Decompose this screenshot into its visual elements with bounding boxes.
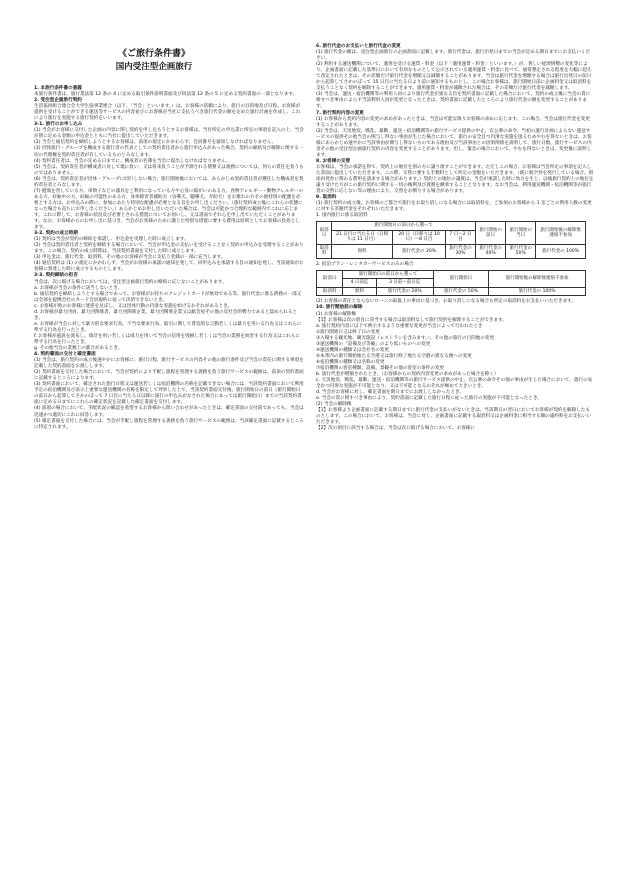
table-cell: 旅行開始日の前日から遡って	[343, 270, 433, 279]
paragraph: (2) 当会は契約責任者と契約を締結する場合において、当会が申込金の支払いを受けることなく契約の申込みを受理することがあります。この場合、契約の成立時期は、当該契約書面を交付した時に成立します。	[34, 243, 304, 255]
table-cell: 旅行開始の当日	[506, 222, 536, 245]
paragraph: 生活協同組合連合会大学生協事業連合（以下、「当会」といいます。）は、お客様の依頼により、旅行の目的地及び日程、お客様が提供を受けることができる運送等サービスの内容並びにお客様が当社に支払うべき旅行代金の額を定めた旅行計画を作成し、これにより旅行を実施する旅行契約をいいます。	[34, 104, 301, 122]
paragraph: (4) 前項の場合において、手配状況の確認を希望するお客様から問い合わせがあったときは、確定書面の交付前であっても、当会は迅速かつ適切にこれに回答します。	[34, 406, 304, 418]
table-cell: 取消日	[317, 270, 343, 287]
right-column-lower	[316, 299, 594, 432]
paragraph: g. その他当会の業務上の都合があるとき。	[34, 346, 123, 352]
paragraph: a. 旅行契約内容に以下で例示するような重要な変更が当会によって行われたとき	[316, 323, 483, 329]
paragraph: (2) お客様の責任とならないローンの取扱上の事由に基づき、お取り消しになる場合も所定の取消料をお支払いいただきます。	[316, 299, 576, 305]
table-cell: 無料	[343, 287, 376, 296]
section-heading: 7. 旅行契約内容の変更	[316, 110, 364, 116]
table-cell: 旅行代金の 100%	[536, 244, 586, 258]
section-heading: 8. お客様の交替	[316, 158, 351, 164]
paragraph: (2) 当会の解除権	[316, 402, 352, 408]
paragraph: 【1】お客様は次の項目に該当する場合は取消料なしで旅行契約を解除することができます。	[316, 317, 507, 323]
paragraph: (1) お客様から契約内容の変更の求めがあったときは、当会は可能な限りお客様の求めに応じます。この場合、当会は旅行代金を変更することがあります。	[316, 116, 590, 128]
table-cell: 旅行開始日の前日から遡って	[332, 222, 476, 231]
paragraph: d. 当会がお客様に対し、確定書面を期日までにお渡ししなかったとき。	[316, 390, 465, 396]
paragraph: (2) 契約書面を交付した場合において、当会が契約により手配し旅程を管理する義務を負う旅行サービスの範囲は、前項の契約書面に記載するところによります。	[34, 370, 304, 382]
table-cell: 旅行開始日	[433, 270, 488, 287]
table-cell: 取消料	[317, 287, 343, 296]
paragraph: a. お客様が当会の条件に該当しないとき。	[34, 285, 123, 291]
paragraph: (3) 申込金は、旅行代金、取消料、その他のお客様が当会に支払う金銭の一部に充当します。	[34, 255, 226, 261]
paragraph: 【1】お客様より企画書面に記載する期日までに旅行代金の支払いがないときは、当該期日の翌日においてお客様が契約を解除したものとします。この場合において、お客様は、当会に対し、企画書面に記載する取消料又は企画料金に相当する額の違約料をお支払いいただきます。	[316, 408, 592, 426]
paragraph: ②入場する観光地、観光施設（レストランを含みます。）、その他の旅行の目的地の変更	[316, 335, 495, 341]
paragraph: (4) 契約責任者は、当会の定める日までに、構成者の名簿を当会に提出しなければなりません。	[34, 158, 231, 164]
table-cell: 旅行代金の 100%	[489, 287, 586, 296]
paragraph: (5) 当会は、契約責任者が構成者に対して現に負い、又は将来負うことが予測される債務又は義務については、何らの責任を負うものではありません。	[34, 164, 304, 176]
lodging-rental-fee-table	[316, 270, 586, 297]
paragraph: (3) 団体旅行・グループを構成する旅行者の代表としての契約責任者から旅行申込みがあった場合、契約の締結及び解除に関する一切の代理権を契約責任者が有しているものとみなします。	[34, 146, 304, 158]
paragraph: (3) 契約書面において、確定された旅行日程又は運送若しくは宿泊機関の名称を記載できない場合には、当該契約書面において利用予定の宿泊機関及び表示上重要な運送機関の名称を限定して列挙した上で、当該契約書面交付後、旅行開始日の前日（旅行開始日の前日から起算してさかのぼって 7 日目に当たる日以降に旅行の申込みがなされた場合にあっては旅行開始日）までの当該契約書面に定める日までにこれらの確定状況を記載した確定書面を交付します。	[34, 382, 304, 406]
paragraph: ③運送機関の「設備及び等級」のより低いものへの変更	[316, 341, 431, 347]
paragraph: (7) 健康を害している方、車椅子などの器具をご利用になっている方や心身に障がいのある方、食物アレルギー・動物アレルギーのある方、妊娠中の方、妊娠の可能性のある方、身体障害者補助犬（盲導犬、聴導犬、介助犬）をお連れの方その他特別の配慮を必要とする方は、お申込みの際に、参加にあたり特別な配慮が必要となる旨をお申し出ください。（旅行契約成立後にこれらの状態になった場合も直ちにお申し出ください。）あらかじめお申し出いただいた場合は、当会は可能かつ合理的な範囲内でこれに応じます。これに際して、お客様の状況及び必要とされる措置についてお伺いし、又は書面でそれらを申し出ていただくことがあります。なお、お客様からのお申し出に基づき、当会がお客様のために講じた特別な措置に要する費用は原則としてお客様の負担とします。	[34, 188, 304, 231]
table-cell: 旅行代金の 40%	[476, 244, 506, 258]
paragraph: ⑥宿泊機関の種類又は名称の変更	[316, 359, 385, 365]
table-cell: 旅行開始後の解除無連絡不参加	[536, 222, 586, 245]
paragraph: (2) 利用する運送機関について、適用を受ける運賃・料金（以下「適用運賃・料金」といいます。）が、著しい経済情勢の変化等により、企画書面に記載した基準日において有効なものとして公示されている適用運賃・料金に比べて、通常想定される程度を大幅に超えて改定されたときは、その差額だけ旅行代金を増額又は減額することがあります。当会は旅行代金を増額する場合は旅行出発日の前日から起算してさかのぼって 15 日目に当たる日より前に通知するものとし、この場合お客様は、旅行開始日前に企画料金又は取消料を支払うことなく契約を解除することができます。適用運賃・料金が減額された場合は、その差額だけ旅行代金を減額します。	[316, 62, 592, 92]
section-heading: 6. 旅行代金のお支払いと旅行代金の変更	[316, 44, 401, 49]
document-subtitle: 国内受注型企画旅行	[115, 62, 193, 72]
paragraph: (1) 旅行代金の額は、受注型企画旅行の企画書面に記載します。旅行代金は、旅行出発日までの当会が定める期日までにお支払いください。	[316, 50, 591, 62]
table-cell: 21 日目に当たる日（日帰りは 11 日目）	[332, 230, 393, 244]
paragraph: (2) 当会と通信契約を締結しようとするお客様は、前項の規定にかかわらず、会員番号を通知しなければなりません。	[34, 140, 277, 146]
right-column-upper	[316, 44, 594, 219]
table-cell: 7 日～2 日目	[445, 230, 475, 244]
paragraph: 1. 国内旅行に係る取消料	[316, 213, 368, 219]
paragraph: d. お客様が暴力団員、暴力団関係者、暴力団関係企業、暴力団関係企業又は総会屋その他の反社会的勢力であると認められるとき。	[34, 309, 298, 321]
paragraph: (1) 当会がお客様に交付した企画の内容に関し契約を申し込もうとするお客様は、当社所定の申込書に所定の事項を記入の上、当会が別に定める金額の申込金とともに当社に提出していただきます。	[34, 128, 304, 140]
paragraph: c. 天災地変、戦乱、暴動、運送・宿泊機関等の旅行サービス提供の中止、官公署の命令その他の事由が生じた場合において、旅行の安全かつ円滑な実施が不可能となり、又は不可能となるおそれが極めて大きいとき。	[316, 378, 593, 390]
paragraph: (4) 通信契約は (1) の規定にかかわらず、当会がお客様の承諾の通知を発して、同申込みを承諾する旨の通知を発し、当該通知がお客様に到達した時に成立するものとします。	[34, 261, 304, 273]
right-column	[316, 44, 594, 432]
left-column	[34, 86, 304, 431]
table-cell: 旅行代金の 30%	[445, 244, 475, 258]
table-cell: 無料	[332, 244, 393, 258]
paragraph: (5) 確定書面を交付した場合には、当会が手配し旅程を管理する義務を負う旅行サービスの範囲は、当該確定書面に記載するところに特定されます。	[34, 418, 304, 430]
table-cell: 取消日	[317, 222, 332, 245]
section-heading: 9. 取消料	[316, 195, 337, 201]
paragraph: ⑦宿泊機関の客室種類、設備、景観その他の客室の条件の変更	[316, 365, 445, 371]
table-cell: 旅行代金の 50%	[506, 244, 536, 258]
table-cell: 旅行代金の 20%	[393, 244, 446, 258]
section-heading: 1. 本旅行条件書の意義	[34, 86, 82, 91]
paragraph: (6) 当会は、契約責任者が団体・グループに同行しない場合、旅行開始後においては、あらかじめ契約責任者が選任した構成者を契約責任者とみなします。	[34, 176, 304, 188]
table-cell: 取消料	[317, 244, 332, 258]
paragraph: f. お客様が風説を流布し、偽計を用い若しくは威力を用いて当会の信用を毀損し若しくは当会の業務を妨害する行為又はこれらに準ずる行為を行ったとき。	[34, 333, 301, 345]
table-cell: 4 日前迄	[343, 279, 376, 288]
paragraph: ⑤本邦内の旅行開始地たる空港又は旅行終了地たる空港の異なる便への変更	[316, 353, 472, 359]
paragraph: c. お客様が他のお客様に迷惑を及ぼし、又は団体行動の円滑な実施を妨げるおそれがあるとき。	[34, 303, 233, 309]
table-cell: 3 日前～前日迄	[376, 279, 433, 288]
table-cell: 旅行開始後の解除無連絡不参加	[489, 270, 586, 287]
paragraph: (1) 旅行契約の成立後、お客様のご都合で旅行をお取り消しになる場合には取消料を、ご参加のお客様から 1 室ごとの利用人数の変更に対する差額代金をそれぞれいただきます。	[316, 201, 592, 213]
paragraph: ①旅行開始日又は終了日の変更	[316, 329, 380, 335]
paragraph: b. 通信契約を締結しようとする場合であって、お客様がお持ちのクレジットカードが無効である等、旅行代金に係る債務の一部又は全部を提携会社のカード会員規約に従って決済できないとき。	[34, 291, 302, 303]
paragraph: お客様は、当会の承諾を得て、契約上の地位を別の方に譲り渡すことができます。ただしこの場合、お客様は当会所定の事項を記入した書面に提出していただきます。この際、交替に要する手数料として所定の金額をいただきます。（既に航空券を発行している場合、別途再発券に関わる費用を請求する場合があります。）契約上の地位の譲渡は、当会が承諾した時に効力を生じ、以後旅行契約上の地位を譲り受けた方がこの旅行契約に関する一切の権利及び義務を継承することとなります。なお当会は、利用運送機関・宿泊機関等が旅行者の交替に応じない等の理由により、交替をお断りする場合があります。	[316, 164, 594, 195]
section-heading: 2. 受注型企画旅行契約	[34, 98, 82, 104]
section-heading: 4. 契約書面の交付と確定書面	[34, 352, 96, 358]
document-title: 《ご旅行条件書》	[117, 49, 190, 59]
paragraph: ④運送機関の種類又は会社名の変更	[316, 347, 390, 353]
cancellation-fee-table	[316, 221, 586, 259]
paragraph: b. 旅行代金が増額されたとき。（お客様からの契約内容変更の求めがあった場合を除く）	[316, 371, 499, 377]
paragraph: e. 当会の責に帰すべき事由により、契約書面に記載した旅行日程に従った旅行の実施が不可能となったとき。	[316, 396, 542, 402]
table-cell: 20 日（日帰りは 10 日）～8 日目	[393, 230, 446, 244]
paragraph: (3) 当会は、運送・宿泊機関等の利用人員により旅行代金が異なる旨を契約書面に記載した場合において、契約の成立後に当会の責に帰すべき事由によらず当該利用人員が変更となったときは、契約書面に記載したところにより旅行代金の額を変更することがあります。	[316, 92, 591, 110]
paragraph: (1) 契約は当会が契約の締結を承諾し、申込金を受理した時に成立します。	[34, 237, 189, 243]
paragraph: (1) お客様の解除権	[316, 311, 357, 317]
paragraph: (2) 当会は、天災地変、戦乱、暴動、運送・宿泊機関等の旅行サービス提供の中止、官公署の命令、当初の運行計画によらない運送サービスの提供その他当会の関与し得ない事由が生じた場合において、旅行の安全且つ円滑な実施を図るためやむを得ないときは、お客様にあらかじめ速やかに当該事由が関与し得ないものである理由及び当該事由との因果関係を説明して、旅行日数、旅行サービスの内容その他の受注型企画旅行契約の内容を変更することがあります。但し、緊急の場合において、やむを得ないときは、変更後に説明します。	[316, 128, 592, 158]
paragraph: (1) 当会は、旅行契約の成立後速やかにお客様に、旅行日程、旅行サービスの内容その他の旅行条件及び当会の責任に関する事項を記載した契約書面をお渡しします。	[34, 358, 304, 370]
table2-caption: 2. 宿泊プラン・レンタカーサービスのみの場合	[316, 261, 414, 267]
paragraph: 本旅行条件書は、旅行業法第 12 条の 4 に定める取引条件説明書面及び同法第 12 条の 5 に定める契約書面の一部となります。	[34, 92, 298, 98]
table-cell: 旅行代金の 20%	[376, 287, 433, 296]
section-heading: 10. 旅行開始前の解除	[316, 305, 363, 311]
section-heading: 3-3. 契約締結の拒否	[34, 273, 78, 279]
table-cell: 旅行代金の 50%	[433, 287, 488, 296]
section-heading: 3-2. 契約の成立時期	[34, 231, 78, 237]
table-cell: 旅行開始の前日	[476, 222, 506, 245]
paragraph: 【2】次の項目に該当する場合は、当会は次に掲げる場合において、お客様に	[316, 426, 476, 432]
section-heading: 3-1. 旅行のお申し込み	[34, 122, 83, 128]
paragraph: 当会は、次に掲げる場合においては、受注型企画旅行契約の締結に応じないことがあります。	[34, 279, 227, 285]
paragraph: e. お客様が当会に対して暴力的な要求行為、不当な要求行為、取引に関して脅迫的な言動若しくは暴力を用いる行為又はこれらに準ずる行為を行ったとき。	[34, 321, 302, 333]
